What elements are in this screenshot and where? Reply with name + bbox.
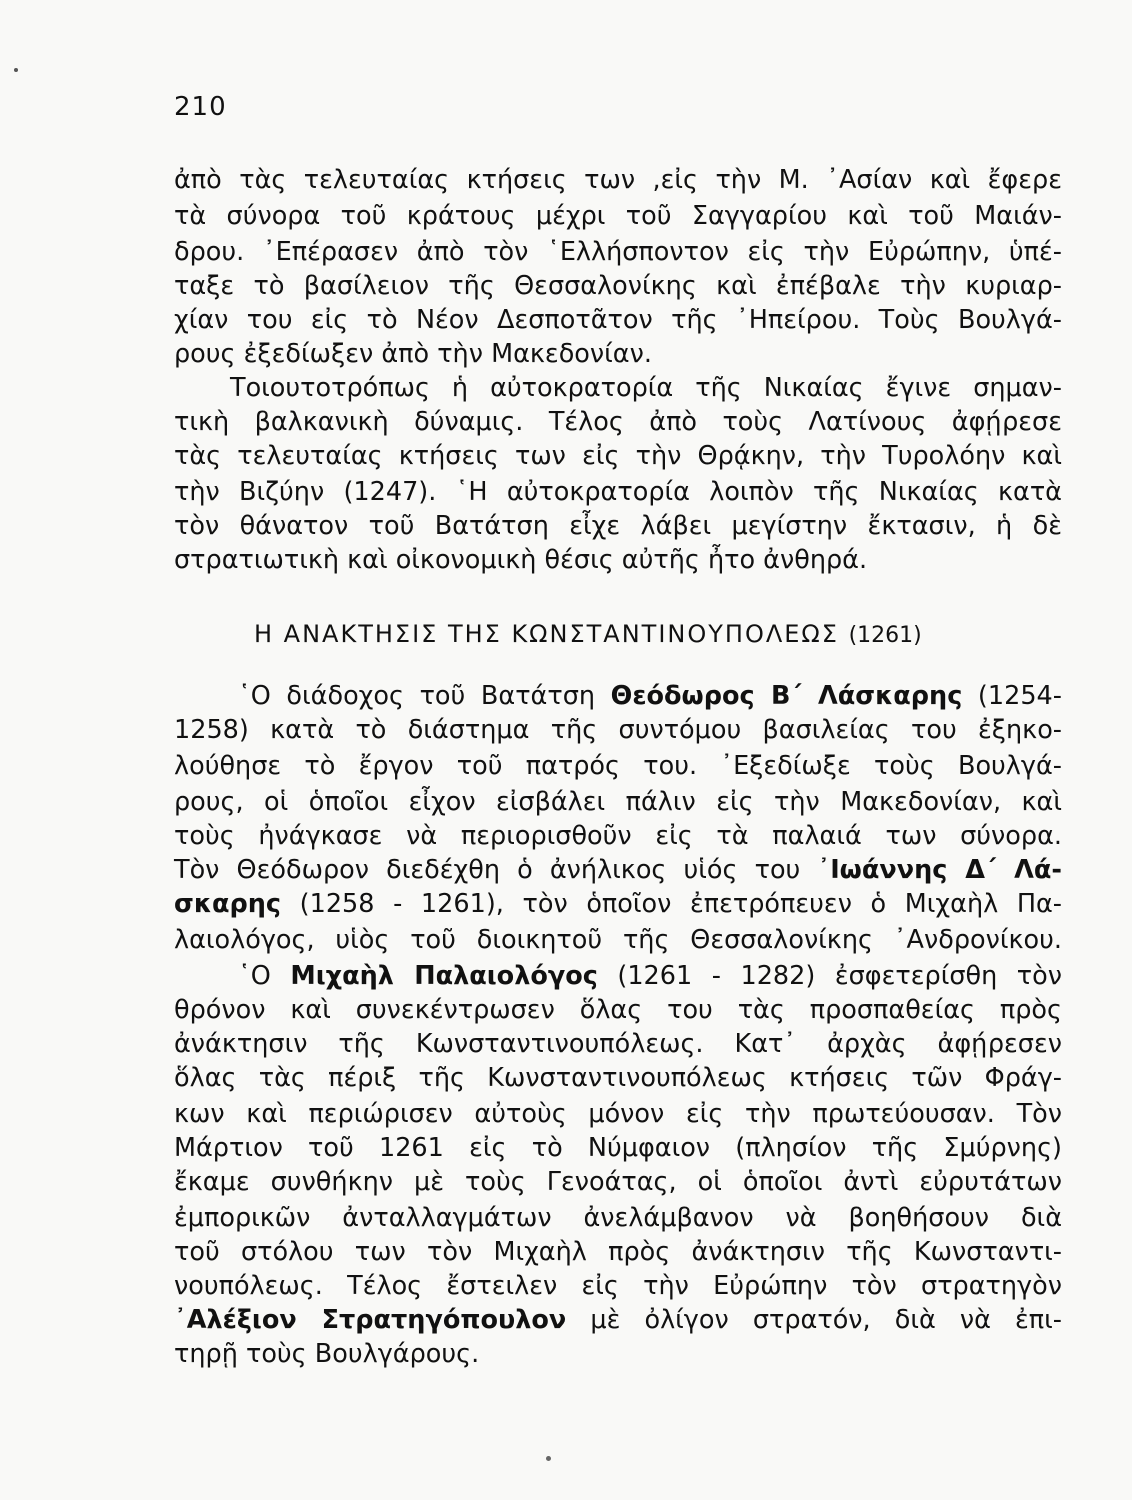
text-span: Τὸν Θεόδωρον διεδέχθη ὁ ἀνήλικος υἱός του (174, 855, 818, 885)
person-name: Θεόδωρος Β΄ Λάσκαρης (610, 681, 963, 711)
text-span: ῾Ο (238, 961, 291, 991)
text-line: ἐμπορικῶν ἀνταλλαγμάτων ἀνελάμβανον νὰ βοηθήσουν διὰ (174, 1203, 1062, 1233)
text-span: (1254- (962, 681, 1062, 711)
section-heading (254, 614, 990, 656)
text-line: τοὺς ἠνάγκασε νὰ περιορισθοῦν εἰς τὰ παλαιά των σύνορα. (174, 821, 1062, 851)
text-line: ἔκαμε συνθήκην μὲ τοὺς Γενοάτας, οἱ ὁποῖοι ἀντὶ εὐρυτάτων (174, 1167, 1062, 1197)
scan-speck (546, 1456, 551, 1461)
person-name: ᾿Ιωάννης Δ΄ Λά- (817, 855, 1062, 885)
section-heading-title: Η ΑΝΑΚΤΗΣΙΣ ΤΗΣ ΚΩΝΣΤΑΝΤΙΝΟΥΠΟΛΕΩΣ (254, 620, 839, 648)
text-line: ρους ἐξεδίωξεν ἀπὸ τὴν Μακεδονίαν. (174, 339, 652, 369)
person-name: σκαρης (174, 889, 282, 919)
text-line: τὰς τελευταίας κτήσεις των εἰς τὴν Θρᾴκην, τὴν Τυρολόην καὶ (174, 441, 1062, 471)
text-line: λούθησε τὸ ἔργον τοῦ πατρός του. ᾿Εξεδίωξε τοὺς Βουλγά- (174, 751, 1062, 781)
text-line: τὰ σύνορα τοῦ κράτους μέχρι τοῦ Σαγγαρίου καὶ τοῦ Μαιάν- (174, 201, 1062, 231)
text-span: μὲ ὀλίγον στρατόν, διὰ νὰ ἐπι- (566, 1305, 1062, 1335)
scan-speck (14, 68, 18, 72)
text-line: 1258) κατὰ τὸ διάστημα τῆς συντόμου βασιλείας του ἐξηκο- (174, 715, 1062, 745)
text-line: χίαν του εἰς τὸ Νέον Δεσποτᾶτον τῆς ᾿Ηπείρου. Τοὺς Βουλγά- (174, 305, 1062, 335)
text-line: τοῦ στόλου των τὸν Μιχαὴλ πρὸς ἀνάκτησιν τῆς Κωνσταντι- (174, 1237, 1062, 1267)
text-span: (1261 - 1282) ἐσφετερίσθη τὸν (597, 961, 1062, 991)
text-line: τηρῇ τοὺς Βουλγάρους. (174, 1339, 480, 1369)
text-line: ρους, οἱ ὁποῖοι εἶχον εἰσβάλει πάλιν εἰς τὴν Μακεδονίαν, καὶ (174, 787, 1062, 817)
text-line: ἀνάκτησιν τῆς Κωνσταντινουπόλεως. Κατ᾿ ἀρχὰς ἀφῄρεσεν (174, 1029, 1062, 1059)
text-line: ταξε τὸ βασίλειον τῆς Θεσσαλονίκης καὶ ἐπέβαλε τὴν κυριαρ- (174, 271, 1062, 301)
text-line: θρόνον καὶ συνεκέντρωσεν ὅλας του τὰς προσπαθείας πρὸς (174, 995, 1062, 1025)
person-name: Μιχαὴλ Παλαιολόγος (290, 961, 598, 991)
text-line: τὸν θάνατον τοῦ Βατάτση εἶχε λάβει μεγίστην ἔκτασιν, ἡ δὲ (174, 511, 1062, 541)
text-line: ἀπὸ τὰς τελευταίας κτήσεις των ,εἰς τὴν Μ. ᾿Ασίαν καὶ ἔφερε (174, 165, 1062, 195)
text-span: ῾Ο διάδοχος τοῦ Βατάτση (238, 681, 611, 711)
text-span: (1258 - 1261), τὸν ὁποῖον ἐπετρόπευεν ὁ Μιχαὴλ Πα- (281, 889, 1062, 919)
text-line: κων καὶ περιώρισεν αὐτοὺς μόνον εἰς τὴν πρωτεύουσαν. Τὸν (174, 1099, 1062, 1129)
text-line: λαιολόγος, υἱὸς τοῦ διοικητοῦ τῆς Θεσσαλονίκης ᾿Ανδρονίκου. (174, 925, 1062, 955)
text-line: δρου. ᾿Επέρασεν ἀπὸ τὸν ῾Ελλήσποντον εἰς τὴν Εὐρώπην, ὑπέ- (174, 237, 1062, 267)
text-line: τὴν Βιζύην (1247). ῾Η αὐτοκρατορία λοιπὸν τῆς Νικαίας κατὰ (174, 477, 1062, 507)
text-line: τικὴ βαλκανικὴ δύναμις. Τέλος ἀπὸ τοὺς Λατίνους ἀφῄρεσε (174, 407, 1062, 437)
text-line: νουπόλεως. Τέλος ἔστειλεν εἰς τὴν Εὐρώπην τὸν στρατηγὸν (174, 1271, 1062, 1301)
person-name: ᾿Αλέξιον Στρατηγόπουλον (174, 1305, 567, 1335)
text-line: ὅλας τὰς πέριξ τῆς Κωνσταντινουπόλεως κτήσεις τῶν Φράγ- (174, 1063, 1062, 1093)
text-line: Μάρτιον τοῦ 1261 εἰς τὸ Νύμφαιον (πλησίον τῆς Σμύρνης) (174, 1133, 1062, 1163)
section-heading-year: (1261) (848, 623, 922, 648)
text-line: Τοιουτοτρόπως ἡ αὐτοκρατορία τῆς Νικαίας ἔγινε σημαν- (230, 373, 1062, 403)
text-line: στρατιωτικὴ καὶ οἰκονομικὴ θέσις αὐτῆς ἦτο ἀνθηρά. (174, 545, 868, 575)
page-number: 210 (174, 92, 227, 122)
text-line (174, 884, 1062, 924)
